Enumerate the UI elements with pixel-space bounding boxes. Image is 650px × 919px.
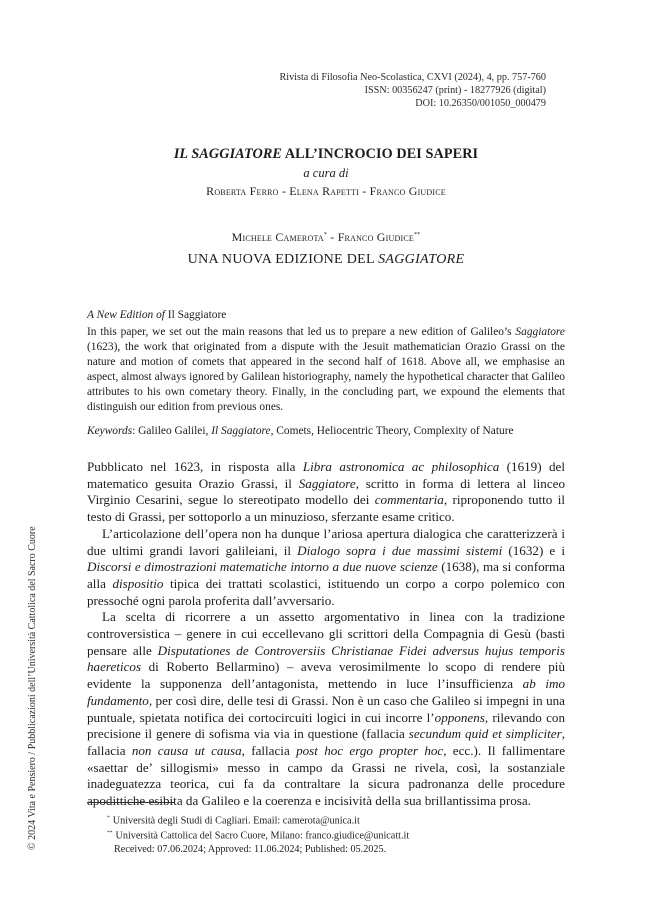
body-text — [87, 459, 565, 810]
author-separator: - — [327, 230, 338, 244]
body-text-run: (1619) del matematico gesuita Orazio Grassi, il — [87, 459, 566, 491]
abstract-text — [87, 325, 565, 415]
body-text-run: , riproponendo tutto il testo di Grassi, per sottoporlo a un minuzioso, sferzante esame critico. — [87, 492, 565, 525]
body-paragraph-1 — [87, 459, 565, 526]
paper-authors — [87, 230, 565, 245]
body-text-run: (1638), ma si conforma alla — [87, 559, 565, 591]
abstract-italic: Saggiatore — [515, 326, 565, 338]
body-text-run: L’articolazione dell’opera non ha dunque l’ariosa apertura dialogica che caratterizzerà i due ultimi grandi lavori galileiani, il — [87, 525, 565, 558]
author-1-mark: * — [323, 232, 328, 238]
body-text-run: , fallacia — [87, 726, 565, 758]
copyright-sidebar: © 2024 Vita e Pensiero / Pubblicazioni dell’Università Cattolica del Sacro Cuore — [27, 526, 38, 850]
issue-title-rest: ALL’INCROCIO DEI SAPERI — [281, 146, 479, 162]
author-2-mark: ** — [413, 232, 421, 238]
footnote-2 — [107, 827, 409, 842]
footnote-1 — [107, 812, 409, 827]
body-text-run: , scritto in forma di lettera al linceo Virginio Cesarini, segue lo stereotipato modello dei — [87, 475, 566, 508]
issue-editors: Roberta Ferro - Elena Rapetti - Franco Giudice — [206, 184, 446, 198]
journal-header — [279, 71, 546, 110]
body-italic-run: Saggiatore — [298, 475, 356, 491]
body-italic-run: commentaria — [374, 492, 444, 508]
body-italic-run: post hoc ergo propter hoc — [296, 742, 444, 758]
footnote-1-text: Università degli Studi di Cagliari. Email: camerota@unica.it — [112, 815, 360, 827]
body-italic-run: ab imo fundamento — [87, 676, 566, 708]
submission-dates: Received: 07.06.2024; Approved: 11.06.2024; Published: 05.2025. — [114, 843, 387, 855]
abstract-title — [87, 308, 565, 323]
author-2: Franco Giudice — [337, 230, 414, 244]
journal-doi: DOI: 10.26350/001050_000479 — [415, 98, 546, 109]
body-text-run: La scelta di ricorrere a un assetto argomentativo in linea con la tradizione controversistica – genere in cui eccellevano gli scrittori della Compagnia di Gesù (basti pensare alle — [87, 609, 565, 658]
body-text-run: di Roberto Bellarmino) – aveva verosimilmente lo scopo di rendere più evidente la supponenza dell’antagonista, mettendo in luce l’insufficienza — [87, 659, 565, 692]
issue-title — [87, 146, 565, 163]
body-text-run: Pubblicato nel 1623, in risposta alla — [87, 459, 303, 474]
keywords — [87, 424, 565, 439]
abstract-title-italic: A New Edition of — [87, 309, 165, 321]
body-text-run: , per così dire, delle tesi di Grassi. Non è un caso che Galileo si impegni in una puntuale, spietata notifica dei cortocircuiti logici in cui incorre l’ — [87, 692, 565, 725]
body-text-run: (1632) e i — [502, 542, 565, 558]
abstract-part-2: (1623), the work that originated from a dispute with the Jesuit mathematician Orazio Grassi on the nature and motion of comets that appeared in the second half of 1618. Above all, we emphasise an aspect, almost always ignored by Galilean historiography, namely the hypothetical character that Galileo attributes to his own cometary theory. Finally, in the concluding part, we expound the elements that distinguish our edition from previous ones. — [87, 341, 565, 413]
footnote-2-text: Università Cattolica del Sacro Cuore, Milano: franco.giudice@unicatt.it — [115, 830, 410, 842]
footnote-1-mark: * — [107, 815, 110, 821]
issue-title-italic: IL SAGGIATORE — [173, 146, 282, 162]
body-italic-run: dispositio — [112, 575, 164, 591]
journal-citation: Rivista di Filosofia Neo-Scolastica, CXVI (2024), 4, pp. 757-760 — [279, 72, 546, 83]
body-text-run: , fallacia — [241, 742, 297, 758]
paper-title-italic: SAGGIATORE — [378, 252, 465, 267]
body-italic-run: Libra astronomica ac philosophica — [302, 459, 500, 474]
footnote-divider — [87, 802, 175, 803]
footnote-2-mark: ** — [107, 830, 113, 837]
keywords-label: Keywords — [87, 425, 133, 437]
keywords-part-1: : Galileo Galilei, — [132, 425, 212, 437]
body-text-run: tipica dei trattati scolastici, istituendo un corpo a corpo polemico con pressoché ogni parola proferita dall’avversario. — [87, 575, 565, 608]
abstract-part-1: In this paper, we set out the main reasons that led us to prepare a new edition of Galileo’s — [87, 326, 516, 338]
body-text-run: , ecc.). Il fallimentare «saettar de’ sillogismi» messo in campo da Grassi ne rivela, così, la sostanziale inadeguatezza teorica, cui fa da contraltare la sicura padronanza delle procedure apodittiche esibita da Galileo e la coerenza e incisività della sua brillantissima prosa. — [87, 742, 566, 809]
footnotes — [107, 812, 409, 856]
body-italic-run: Disputationes de Controversiis Christianae Fidei adversus hujus temporis haereticos — [87, 642, 565, 675]
keywords-italic: Il Saggiatore — [211, 425, 271, 437]
body-paragraph-3 — [87, 609, 565, 809]
journal-issn: ISSN: 00356247 (print) - 18277926 (digital) — [364, 85, 546, 96]
body-paragraph-2 — [87, 526, 565, 610]
abstract-title-rest: Il Saggiatore — [164, 309, 227, 321]
paper-title-prefix: UNA NUOVA EDIZIONE DEL — [187, 252, 379, 267]
body-text-run: , rilevando con precisione il genere di sofisma via via in questione (fallacia — [87, 709, 565, 742]
author-1: Michele Camerota — [231, 230, 324, 244]
curated-by: a cura di — [303, 166, 349, 180]
body-italic-run: secundum quid et simpliciter — [408, 726, 562, 742]
body-italic-run: Discorsi e dimostrazioni matematiche intorno a due nuove scienze — [87, 559, 438, 575]
body-italic-run: Dialogo sopra i due massimi sistemi — [297, 542, 503, 558]
body-italic-run: non causa ut causa — [131, 742, 242, 758]
paper-title — [87, 252, 565, 268]
keywords-part-2: , Comets, Heliocentric Theory, Complexity of Nature — [270, 425, 514, 437]
body-italic-run: opponens — [434, 709, 485, 725]
